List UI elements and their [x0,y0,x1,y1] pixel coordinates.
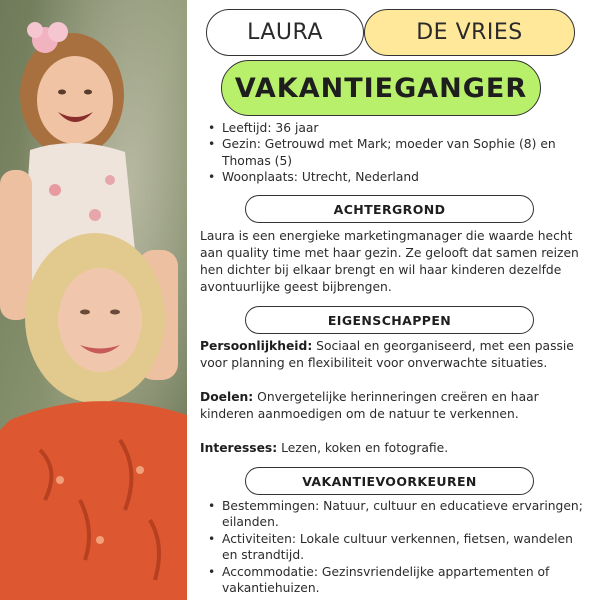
last-name-pill [364,9,575,56]
role-title: VAKANTIEGANGER [234,72,528,104]
trait-text: Lezen, koken en fotografie. [277,441,449,455]
section-title: EIGENSCHAPPEN [327,312,452,328]
trait-interests [200,440,585,457]
section-title: VAKANTIEVOORKEUREN [302,473,477,489]
trait-label: Interesses: [200,441,278,455]
pref-destinations: • Bestemmingen: Natuur, cultuur en educatieve ervaringen; eilanden. [200,498,590,531]
last-name: DE VRIES [416,20,523,45]
pref-accommodation: • Accommodatie: Gezinsvriendelijke appartementen of vakantiehuizen. [200,564,590,597]
section-traits-header [245,306,534,334]
info-residence: • Woonplaats: Utrecht, Nederland [200,169,590,185]
trait-personality [200,338,585,372]
trait-label: Doelen: [200,390,254,404]
info-age: • Leeftijd: 36 jaar [200,120,590,136]
first-name: LAURA [247,20,323,45]
first-name-pill [206,9,364,56]
trait-goals [200,389,585,423]
persona-photo [0,0,187,600]
trait-label: Persoonlijkheid: [200,339,313,353]
role-pill [221,60,541,116]
trait-text: Sociaal en georganiseerd, met een passie voor planning en flexibiliteit voor onverwachte situaties. [200,339,574,370]
background-text: Laura is een energieke marketingmanager die waarde hecht aan quality time met haar gezin. Ze gelooft dat samen reizen hen dichter bij elkaar brengt en wil haar kinderen dezelfde avontuurlijke geest bijbrengen. [200,229,579,294]
pref-activities: • Activiteiten: Lokale cultuur verkennen, fietsen, wandelen en strandtijd. [200,531,590,564]
preferences-list [200,498,590,596]
section-preferences-header [245,467,534,495]
trait-text: Onvergetelijke herinneringen creëren en haar kinderen aanmoedigen om de natuur te verkennen. [200,390,539,421]
section-background-header [245,195,534,223]
info-list [200,120,590,186]
info-family: • Gezin: Getrouwd met Mark; moeder van Sophie (8) en Thomas (5) [200,136,590,169]
section-title: ACHTERGROND [333,201,446,217]
